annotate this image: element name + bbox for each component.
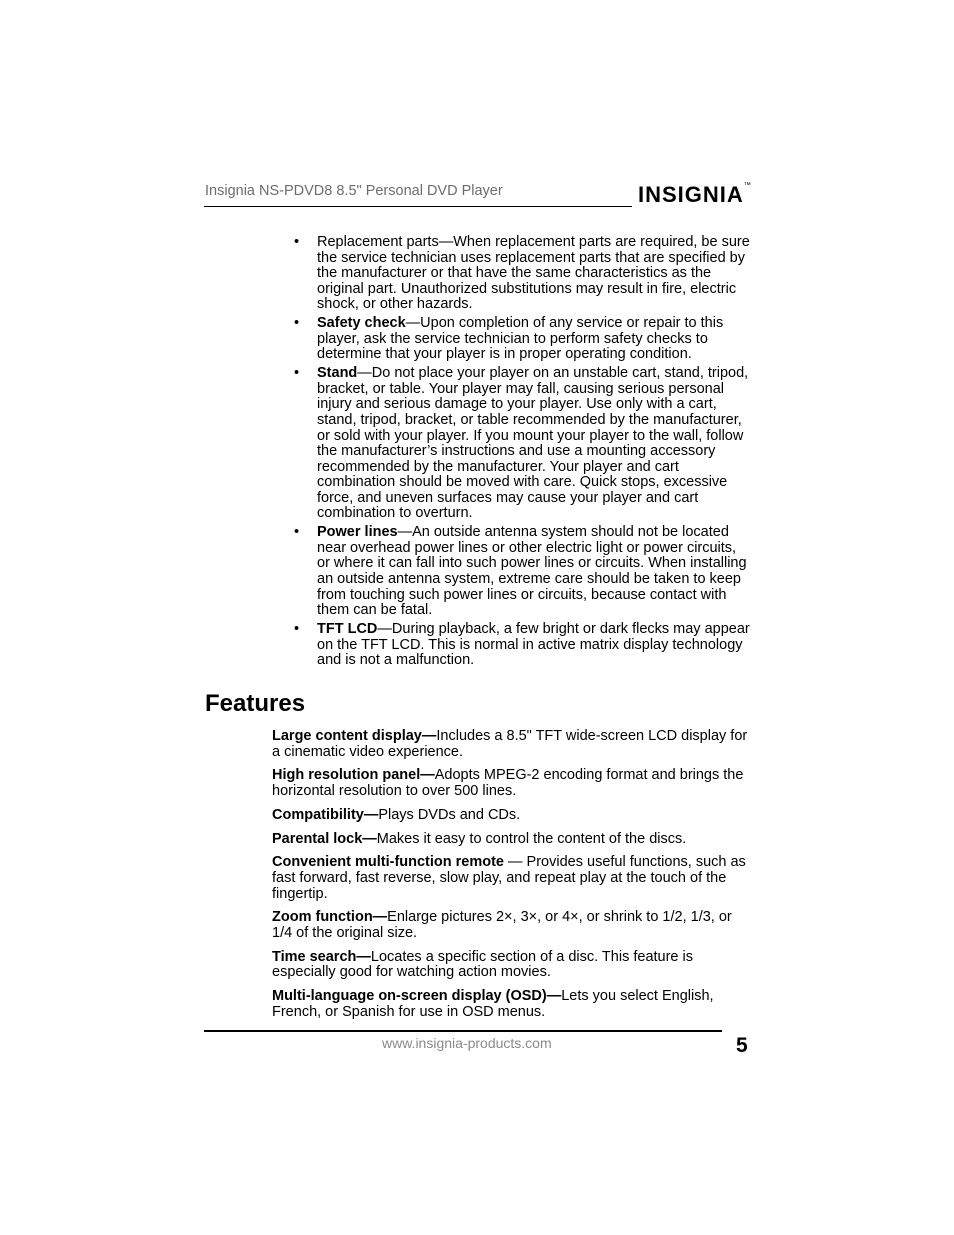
list-item <box>294 622 750 669</box>
features-heading: Features <box>205 690 306 717</box>
feature-lead: Zoom function— <box>272 909 388 926</box>
feature-text: Makes it easy to control the content of the discs. <box>376 830 687 847</box>
feature-lead: Parental lock— <box>272 830 377 847</box>
footer-rule <box>204 1030 722 1032</box>
trademark-symbol: ™ <box>743 182 752 189</box>
feature-lead: Large content display— <box>272 728 437 744</box>
item-text: Replacement parts—When replacement parts are required, be sure the service technician uses replacement parts that are specified by the manufacturer or that have the same characteristics as the original part. Unauthorized substitutions may result in fire, electric shock, or other hazards. <box>317 234 750 313</box>
bullet-icon: • <box>294 234 300 250</box>
item-lead: Safety check <box>317 315 406 332</box>
feature-lead: High resolution panel— <box>272 767 435 784</box>
safety-bullet-list <box>294 235 750 672</box>
list-item <box>294 366 750 522</box>
features-list <box>272 729 750 1028</box>
feature-text: Lets you select English, French, or Spanish for use in OSD menus. <box>272 988 714 1020</box>
logo-wordmark: INSIGNIA <box>638 182 744 207</box>
list-item <box>294 235 750 313</box>
bullet-icon: • <box>294 524 300 541</box>
feature-lead: Convenient multi-function remote <box>272 854 504 871</box>
item-lead: TFT LCD <box>317 621 378 637</box>
feature-item <box>272 910 750 941</box>
feature-item <box>272 808 750 824</box>
list-item <box>294 525 750 619</box>
feature-text: Enlarge pictures 2×, 3×, or 4×, or shrink to 1/2, 1/3, or 1/4 of the original size. <box>272 909 732 941</box>
insignia-logo <box>638 184 752 206</box>
item-lead: Stand <box>317 365 358 382</box>
feature-lead: Compatibility— <box>272 806 379 823</box>
bullet-icon: • <box>294 315 300 332</box>
feature-lead: Multi-language on-screen display (OSD)— <box>272 988 562 1005</box>
feature-lead: Time search— <box>272 948 371 965</box>
item-text: —Upon completion of any service or repair to this player, ask the service technician to perform safety checks to determine that your player is in proper operating condition. <box>317 315 724 363</box>
item-lead: Power lines <box>317 524 398 541</box>
feature-text: Adopts MPEG-2 encoding format and brings the horizontal resolution to over 500 lines. <box>272 767 744 799</box>
feature-item <box>272 855 750 902</box>
page-number: 5 <box>736 1034 748 1057</box>
item-text: —Do not place your player on an unstable cart, stand, tripod, bracket, or table. Your player may fall, causing serious personal injury and serious damage to your player. Use only with a cart, stand, tripod, bracket, or table recommended by the manufacturer, or sold with your player. If you mount your player to the wall, follow the manufacturer’s instructions and use a mounting accessory recommended by the manufacturer. Your player and cart combination should be moved with care. Quick stops, excessive force, and uneven surfaces may cause your player and cart combination to overturn. <box>317 365 749 522</box>
feature-text: Includes a 8.5" TFT wide-screen LCD display for a cinematic video experience. <box>272 728 748 760</box>
feature-text: — Provides useful functions, such as fast forward, fast reverse, slow play, and repeat play at the touch of the fingertip. <box>272 854 746 902</box>
header-rule <box>204 206 632 207</box>
feature-item <box>272 768 750 799</box>
bullet-icon: • <box>294 621 300 637</box>
feature-item <box>272 950 750 981</box>
item-text: —During playback, a few bright or dark flecks may appear on the TFT LCD. This is normal in active matrix display technology and is not a malfunction. <box>317 621 750 669</box>
feature-item <box>272 832 750 848</box>
running-header-title: Insignia NS-PDVD8 8.5" Personal DVD Player <box>205 183 503 199</box>
bullet-icon: • <box>294 365 300 382</box>
item-text: —An outside antenna system should not be located near overhead power lines or other electric light or power circuits, or where it can fall into such power lines or circuits. When installing an outside antenna system, extreme care should be taken to keep from touching such power lines or circuits, because contact with them can be fatal. <box>317 524 747 619</box>
feature-item <box>272 729 750 760</box>
feature-item <box>272 989 750 1020</box>
feature-text: Locates a specific section of a disc. This feature is especially good for watching action movies. <box>272 948 693 981</box>
footer-url: www.insignia-products.com <box>382 1035 552 1051</box>
feature-text: Plays DVDs and CDs. <box>378 806 521 823</box>
list-item <box>294 316 750 363</box>
